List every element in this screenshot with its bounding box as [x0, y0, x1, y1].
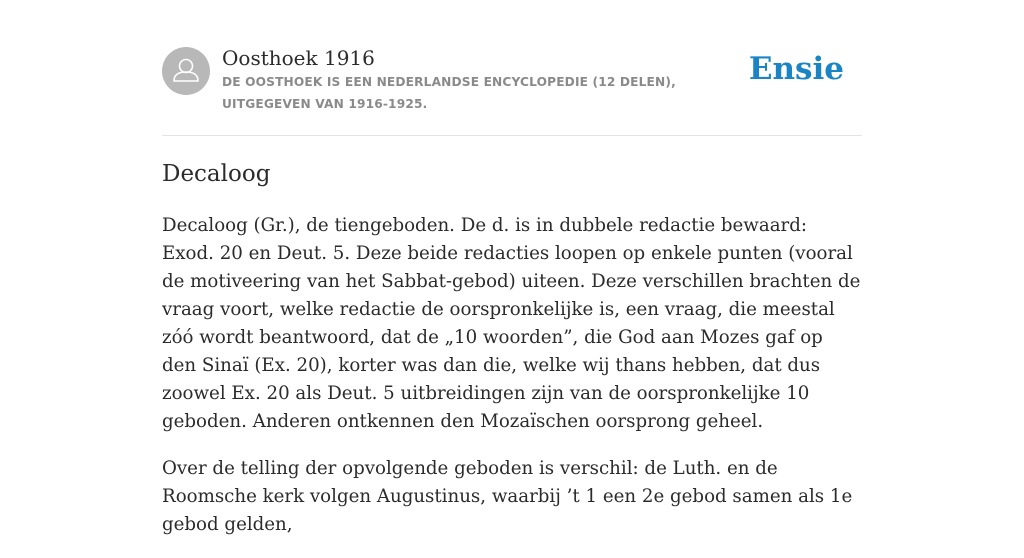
source-header	[162, 45, 862, 135]
ensie-logo-link[interactable]: Ensie	[748, 51, 844, 87]
header-divider	[162, 135, 862, 136]
entry-title: Decaloog	[162, 161, 271, 187]
user-silhouette-icon	[162, 47, 210, 95]
entry-paragraph: Decaloog (Gr.), de tiengeboden. De d. is in dubbele redactie bewaard: Exod. 20 en Deut. 5. Deze beide redacties loopen op enkele punten (vooral de motiveering van het Sabbat-gebod) uiteen. Deze verschillen brachten de vraag voort, welke redactie de oorspronkelijke is, een vraag, die meestal zóó wordt beantwoord, dat de „10 woorden”, die God aan Mozes gaf op den Sinaï (Ex. 20), korter was dan die, welke wij thans hebben, dat dus zoowel Ex. 20 als Deut. 5 uitbreidingen zijn van de oorspronkelijke 10 geboden. Anderen ontkennen den Mozaïschen oorsprong geheel.	[162, 215, 861, 432]
entry-paragraph: Over de telling der opvolgende geboden is verschil: de Luth. en de Roomsche kerk volgen Augustinus, waarbij ’t 1 een 2e gebod samen als 1e gebod gelden,	[162, 458, 853, 535]
avatar[interactable]	[162, 47, 210, 95]
entry-body	[162, 212, 862, 558]
source-name[interactable]: Oosthoek 1916	[222, 46, 375, 70]
source-description: DE OOSTHOEK IS EEN NEDERLANDSE ENCYCLOPEDIE (12 DELEN), UITGEGEVEN VAN 1916-1925.	[222, 75, 676, 111]
